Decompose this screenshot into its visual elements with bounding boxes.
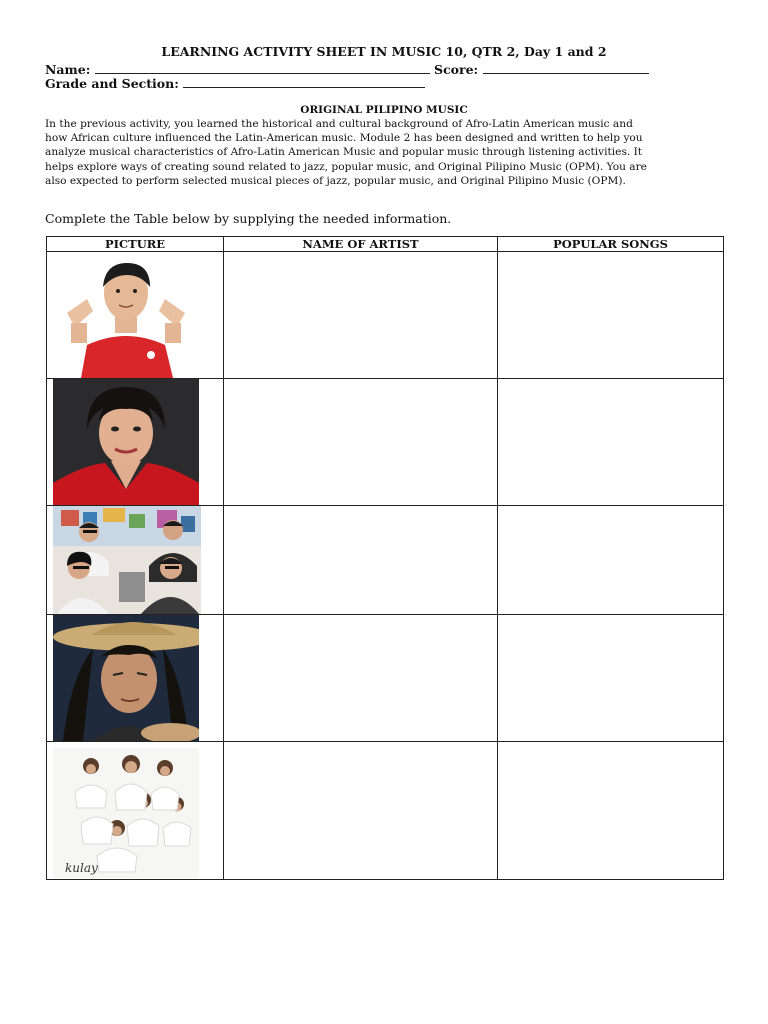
intro-line: analyze musical characteristics of Afro-Latin American Music and popular music through listening activities. It [45, 146, 643, 159]
popular-songs-cell[interactable] [498, 379, 724, 506]
table-row [47, 252, 724, 379]
intro-line: how African culture influenced the Latin-American music. Module 2 has been designed and written to help you [45, 132, 643, 145]
artist-photo-2-image [53, 379, 199, 505]
popular-songs-cell[interactable] [498, 506, 724, 615]
table-row [47, 742, 724, 880]
table-row [47, 379, 724, 506]
artist-table [46, 236, 724, 880]
popular-songs-cell[interactable] [498, 615, 724, 742]
section-heading: ORIGINAL PILIPINO MUSIC [300, 104, 468, 116]
artist-photo-5 [53, 748, 199, 878]
table-row [47, 615, 724, 742]
artist-photo-5-image [53, 748, 199, 878]
name-label: Name: [45, 62, 91, 77]
header-popular-songs: POPULAR SONGS [498, 237, 724, 252]
intro-line: In the previous activity, you learned the historical and cultural background of Afro-Latin American music and [45, 118, 633, 130]
artist-name-cell[interactable] [224, 252, 498, 379]
grade-section-line [45, 76, 425, 91]
grade-section-blank[interactable] [183, 76, 425, 88]
picture-cell [47, 742, 224, 880]
name-score-line [45, 62, 649, 77]
intro-line: helps explore ways of creating sound related to jazz, popular music, and Original Pilipino Music (OPM). You are [45, 160, 647, 173]
album-caption: kulay [65, 861, 98, 875]
score-blank[interactable] [483, 62, 649, 74]
artist-photo-4 [53, 615, 199, 741]
table-instruction: Complete the Table below by supplying the needed information. [45, 211, 452, 226]
picture-cell [47, 615, 224, 742]
artist-photo-3 [53, 506, 201, 614]
header-name-of-artist: NAME OF ARTIST [224, 237, 498, 252]
intro-line: also expected to perform selected musical pieces of jazz, popular music, and Original Pilipino Music (OPM). [45, 174, 626, 187]
grade-section-label: Grade and Section: [45, 76, 179, 91]
artist-photo-1-image [53, 253, 199, 378]
popular-songs-cell[interactable] [498, 252, 724, 379]
picture-cell [47, 506, 224, 615]
table-row [47, 506, 724, 615]
picture-cell [47, 252, 224, 379]
artist-photo-2 [53, 379, 199, 505]
artist-name-cell[interactable] [224, 506, 498, 615]
artist-photo-3-image [53, 506, 201, 614]
artist-photo-1 [53, 253, 199, 378]
name-blank[interactable] [95, 62, 430, 74]
intro-paragraph [45, 117, 725, 188]
artist-name-cell[interactable] [224, 742, 498, 880]
worksheet-title: LEARNING ACTIVITY SHEET IN MUSIC 10, QTR 2, Day 1 and 2 [161, 44, 607, 59]
artist-name-cell[interactable] [224, 379, 498, 506]
artist-name-cell[interactable] [224, 615, 498, 742]
score-label: Score: [434, 62, 479, 77]
header-picture: PICTURE [47, 237, 224, 252]
artist-photo-4-image [53, 615, 199, 741]
popular-songs-cell[interactable] [498, 742, 724, 880]
picture-cell [47, 379, 224, 506]
table-header-row [47, 237, 724, 252]
